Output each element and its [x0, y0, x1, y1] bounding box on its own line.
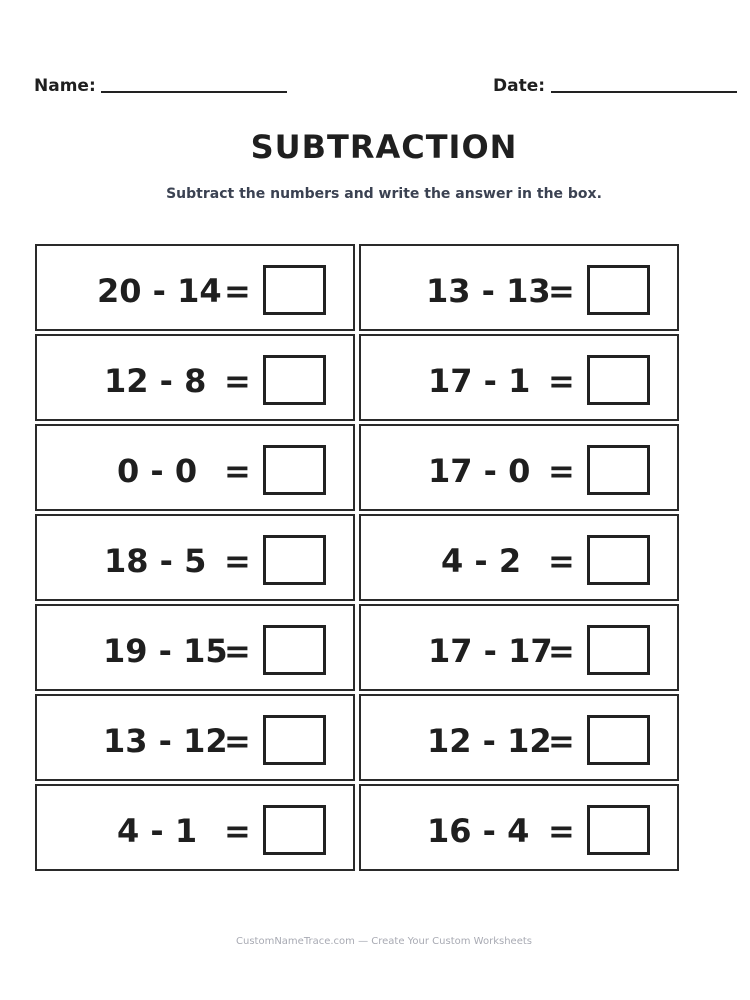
problem-cell [359, 424, 679, 511]
equals-sign: = [224, 632, 251, 670]
problem-cell [35, 694, 355, 781]
worksheet-title: SUBTRACTION [250, 128, 518, 166]
answer-box[interactable] [587, 445, 650, 495]
answer-box[interactable] [587, 625, 650, 675]
answer-box[interactable] [587, 265, 650, 315]
problem-cell [35, 784, 355, 871]
equals-sign: = [224, 272, 251, 310]
answer-box[interactable] [263, 445, 326, 495]
equals-sign: = [224, 542, 251, 580]
equals-sign: = [548, 542, 575, 580]
answer-box[interactable] [263, 535, 326, 585]
problem-cell [359, 784, 679, 871]
footer-credit: CustomNameTrace.com — Create Your Custom Worksheets [236, 936, 532, 947]
date-field-line[interactable] [551, 91, 737, 93]
problem-cell [35, 604, 355, 691]
problem-cell [359, 244, 679, 331]
answer-box[interactable] [263, 355, 326, 405]
equals-sign: = [548, 632, 575, 670]
equals-sign: = [548, 272, 575, 310]
answer-box[interactable] [263, 265, 326, 315]
worksheet-instructions: Subtract the numbers and write the answer in the box. [166, 186, 602, 202]
problem-cell [35, 334, 355, 421]
problem-expression: 13 - 13 [426, 272, 551, 310]
problem-cell [35, 514, 355, 601]
problem-expression: 20 - 14 [97, 272, 222, 310]
date-label: Date: [493, 76, 546, 96]
answer-box[interactable] [263, 805, 326, 855]
problem-expression: 17 - 0 [428, 452, 531, 490]
problem-cell [35, 244, 355, 331]
equals-sign: = [224, 362, 251, 400]
problem-cell [35, 424, 355, 511]
problem-cell [359, 514, 679, 601]
answer-box[interactable] [587, 355, 650, 405]
problem-expression: 12 - 8 [104, 362, 207, 400]
worksheet-header [0, 76, 750, 100]
problem-expression: 4 - 2 [441, 542, 522, 580]
problem-expression: 17 - 1 [428, 362, 531, 400]
equals-sign: = [224, 452, 251, 490]
answer-box[interactable] [587, 805, 650, 855]
answer-box[interactable] [587, 535, 650, 585]
problem-cell [359, 694, 679, 781]
problem-expression: 18 - 5 [104, 542, 207, 580]
equals-sign: = [224, 812, 251, 850]
problem-expression: 19 - 15 [103, 632, 228, 670]
equals-sign: = [548, 722, 575, 760]
problem-expression: 0 - 0 [117, 452, 198, 490]
equals-sign: = [224, 722, 251, 760]
problem-expression: 17 - 17 [428, 632, 553, 670]
problem-cell [359, 604, 679, 691]
problem-expression: 13 - 12 [103, 722, 228, 760]
answer-box[interactable] [587, 715, 650, 765]
problem-cell [359, 334, 679, 421]
problem-expression: 12 - 12 [427, 722, 552, 760]
problem-expression: 4 - 1 [117, 812, 198, 850]
answer-box[interactable] [263, 715, 326, 765]
equals-sign: = [548, 362, 575, 400]
equals-sign: = [548, 812, 575, 850]
name-field-line[interactable] [101, 91, 287, 93]
equals-sign: = [548, 452, 575, 490]
name-label: Name: [34, 76, 96, 96]
answer-box[interactable] [263, 625, 326, 675]
problem-expression: 16 - 4 [427, 812, 530, 850]
